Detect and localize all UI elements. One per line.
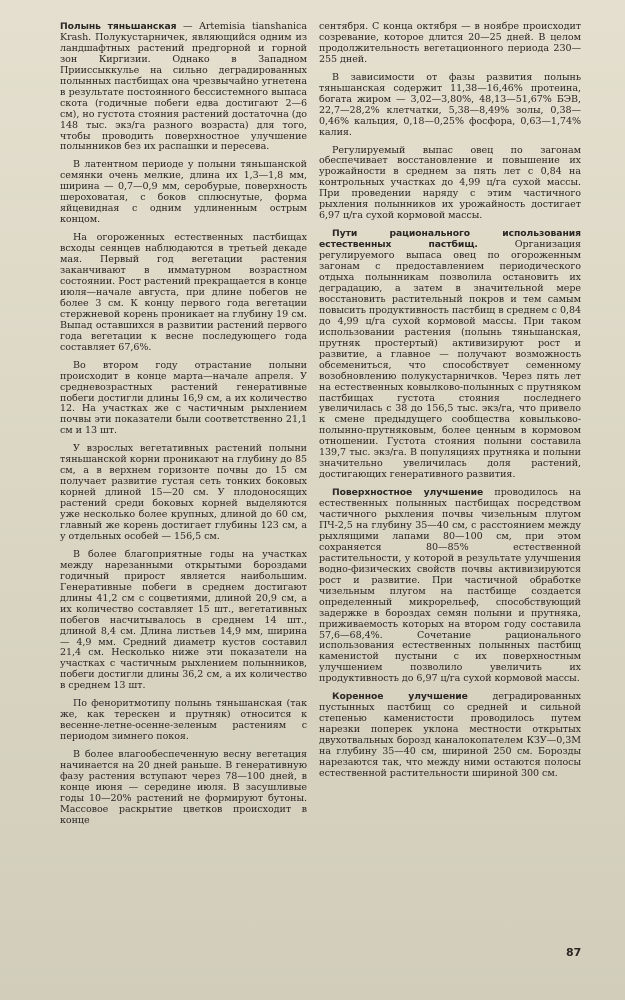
paragraph: В зависимости от фазы развития полынь тяньшанская содержит 11,38—16,46% протеина, богата жиром — 3,02—3,80%, 48,13—51,67% БЭВ, 22,7—28,2% клетчатки, 5,38—8,49% золы, 0,38—0,46% кальция, 0,18—0,25% фосфора, 0,63—1,74% калия. xyxy=(319,71,581,138)
page-number: 87 xyxy=(566,946,582,959)
paragraph: сентября. С конца октября — в ноябре происходит созревание, которое длится 20—25 дней. В целом продолжительность вегетационного периода 230—255 дней. xyxy=(319,21,581,65)
section-heading: Пути рационального использования естественных пастбищ. xyxy=(319,228,581,251)
paragraph: Во втором году отрастание полыни происходит в конце марта—начале апреля. У средневозрастных растений генеративные побеги достигли длины 16,9 см, а их количество 12. На участках же с частичным рыхлением почвы эти показатели были соответственно 21,1 см и 13 шт. xyxy=(60,359,307,437)
inline-heading: Поверхностное улучшение xyxy=(332,487,484,499)
species-heading: Полынь тяньшанская xyxy=(60,21,177,32)
inline-heading: Коренное улучшение xyxy=(332,691,468,703)
paragraph: У взрослых вегетативных растений полыни тяньшанской корни проникают на глубину до 85 см, а в верхнем горизонте почвы до 15 см получает развитие густая сеть тонких боковых корней длиной 15—20 см. У плодоносящих растений среди боковых корней выделяются уже несколько более крупных, длиной до 60 см, главный же корень достигает глубины 123 см, а у отдельных особей — 156,5 см. xyxy=(60,443,307,542)
paragraph: В латентном периоде у полыни тяньшанской семянки очень мелкие, длина их 1,3—1,8 мм, ширина — 0,7—0,9 мм, серобурые, поверхность шероховатая, с боков сплюснутые, форма яйцевидная с одним удлиненным острым концом. xyxy=(60,159,307,226)
paragraph: Пути рационального использования естественных пастбищ. Организация регулируемого выпаса овец по огороженным загонам с предоставлением периодического отдыха полынникам позволила остановить их деградацию, а затем в значительной мере восстановить растительный покров и тем самым повысить продуктивность пастбищ в среднем с 0,84 до 4,99 ц/га сухой кормовой массы. При таком использовании растения (полынь тяньшанская, прутняк простертый) активизируют рост и развитие, а главное — получают возможность обсемениться, что способствует семенному возобновлению полукустарничков. Через пять лет на естественных ковылково-полынных с прутняком пастбищах густота стояния последнего увеличилась с 38 до 156,5 тыс. экз/га, что привело к смене предыдущего сообщества ковыльково-полынно-прутняковым, более ценным в кормовом отношении. Густота стояния полыни составила 139,7 тыс. экз/га. В популяциях прутняка и полыни значительно увеличилась доля растений, достигающих генеративного развития. xyxy=(319,228,582,481)
paragraph: На огороженных естественных пастбищах всходы сеянцев наблюдаются в третьей декаде мая. Первый год вегетации растения заканчивают в имматурном возрастном состоянии. Рост растений прекращается в конце июля—начале августа, при длине побегов не более 3 см. К концу первого года вегетации стержневой корень проникает на глубину 19 см. Выпад оставшихся в развитии растений первого года вегетации к весне последующего года составляет 67,6%. xyxy=(60,232,307,353)
left-text-column xyxy=(60,22,307,834)
paragraph: Поверхностное улучшение проводилось на естественных полынных пастбищах посредством частичного рыхления почвы чизельным плугом ПЧ-2,5 на глубину 35—40 см, с расстоянием между рыхлящими лапами 80—100 см, при этом сохраняется 80—85% естественной растительности, у которой в результате улучшения водно-физических свойств почвы активизируются рост и развитие. При частичной обработке чизельным плугом на пастбище создается определенный микрорельеф, способствующий задержке в бороздах семян полыни и прутняка, приживаемость которых на втором году составила 57,6—68,4%. Сочетание рационального использования естественных полынных пастбищ каменистой пустыни с их поверхностным улучшением позволило увеличить их продуктивность до 6,97 ц/га сухой кормовой массы. xyxy=(319,487,581,685)
paragraph: По феноритмотипу полынь тяньшанская (так же, как терескен и прутняк) относится к весенне-летне-осенне-зеленым растениям с периодом зимнего покоя. xyxy=(60,698,307,743)
paragraph: В более влагообеспеченную весну вегетация начинается на 20 дней раньше. В генеративную фазу растения вступают через 78—100 дней, в конце июня — середине июля. В засушливые годы 10—20% растений не формируют бутоны. Массовое раскрытие цветков происходит в конце xyxy=(60,749,307,826)
paragraph: Регулируемый выпас овец по загонам обеспечивает восстановление и повышение их урожайности в среднем за пять лет с 0,84 на контрольных участках до 4,99 ц/га сухой массы. При проведении наряду с этим частичного рыхления полынников их урожайность достигает 6,97 ц/га сухой кормовой массы. xyxy=(319,144,581,222)
paragraph: Коренное улучшение деградированных пустынных пастбищ со средней и сильной степенью каменистости проводилось путем нарезки поперек уклона местности открытых двухотвальных борозд каналокопателем КЗУ—0,3М на глубину 35—40 см, шириной 250 см. Борозды нарезаются так, что между ними остаются полосы естественной растительности шириной 300 см. xyxy=(319,691,581,779)
right-text-column xyxy=(319,22,581,787)
paragraph: Полынь тяньшанская — Artemisia tianshanica Krash. Полукустарничек, являющийся одним из ландшафтных растений предгорной и горной зон Киргизии. Однако в Западном Прииссыккулье на сильно деградированных полынных пастбищах она чрезвычайно угнетена в результате постоянного бессистемного выпаса скота (годичные побеги едва достигают 2—6 см), но густота стояния растений достаточна (до 148 тыс. экз/га разного возраста) для того, чтобы проводить поверхностное улучшение полынников без их распашки и пересева. xyxy=(60,21,308,153)
paragraph: В более благоприятные годы на участках между нарезанными открытыми бороздами годичный прирост является наибольшим. Генеративные побеги в среднем достигают длины 41,2 см с соцветиями, длиной 20,9 см, а их количество составляет 15 шт., вегетативных побегов насчитывалось в среднем 14 шт., длиной 8,4 см. Длина листьев 14,9 мм, ширина — 4,9 мм. Средний диаметр кустов составил 21,4 см. Несколько ниже эти показатели на участках с частичным рыхлением полынников, побеги достигли длины 36,2 см, а их количество в среднем 13 шт. xyxy=(60,548,307,692)
